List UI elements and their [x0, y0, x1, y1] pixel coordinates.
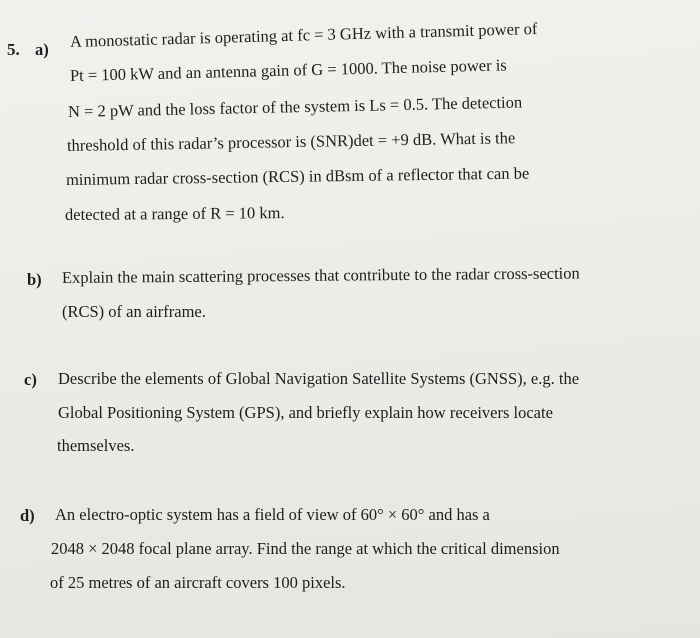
part-a-line-3: N = 2 pW and the loss factor of the system is Ls = 0.5. The detection: [67, 92, 523, 121]
part-b-line-2: (RCS) of an airframe.: [62, 302, 206, 321]
part-a-line-1: A monostatic radar is operating at fc = 3 GHz with a transmit power of: [69, 18, 538, 51]
part-a-line-6: detected at a range of R = 10 km.: [64, 203, 285, 224]
part-c-line-1: Describe the elements of Global Navigation Satellite Systems (GNSS), e.g. the: [58, 369, 580, 388]
part-b-label: b): [27, 270, 42, 289]
part-d-label: d): [20, 506, 35, 525]
part-d-line-3: of 25 metres of an aircraft covers 100 pixels.: [50, 573, 346, 592]
part-a-line-2: Pt = 100 kW and an antenna gain of G = 1000. The noise power is: [69, 55, 507, 85]
part-a-line-5: minimum radar cross-section (RCS) in dBsm of a reflector that can be: [65, 163, 530, 189]
part-a-line-4: threshold of this radar’s processor is (SNR)det = +9 dB. What is the: [66, 128, 516, 155]
part-c-line-3: themselves.: [57, 436, 135, 455]
question-number: 5.: [7, 40, 20, 59]
part-d-line-1: An electro-optic system has a field of view of 60° × 60° and has a: [55, 505, 490, 524]
part-a-label: a): [35, 40, 49, 59]
part-c-label: c): [24, 370, 37, 389]
part-c-line-2: Global Positioning System (GPS), and briefly explain how receivers locate: [58, 403, 553, 422]
part-d-line-2: 2048 × 2048 focal plane array. Find the range at which the critical dimension: [51, 539, 560, 558]
part-b-line-1: Explain the main scattering processes that contribute to the radar cross-section: [61, 263, 580, 287]
